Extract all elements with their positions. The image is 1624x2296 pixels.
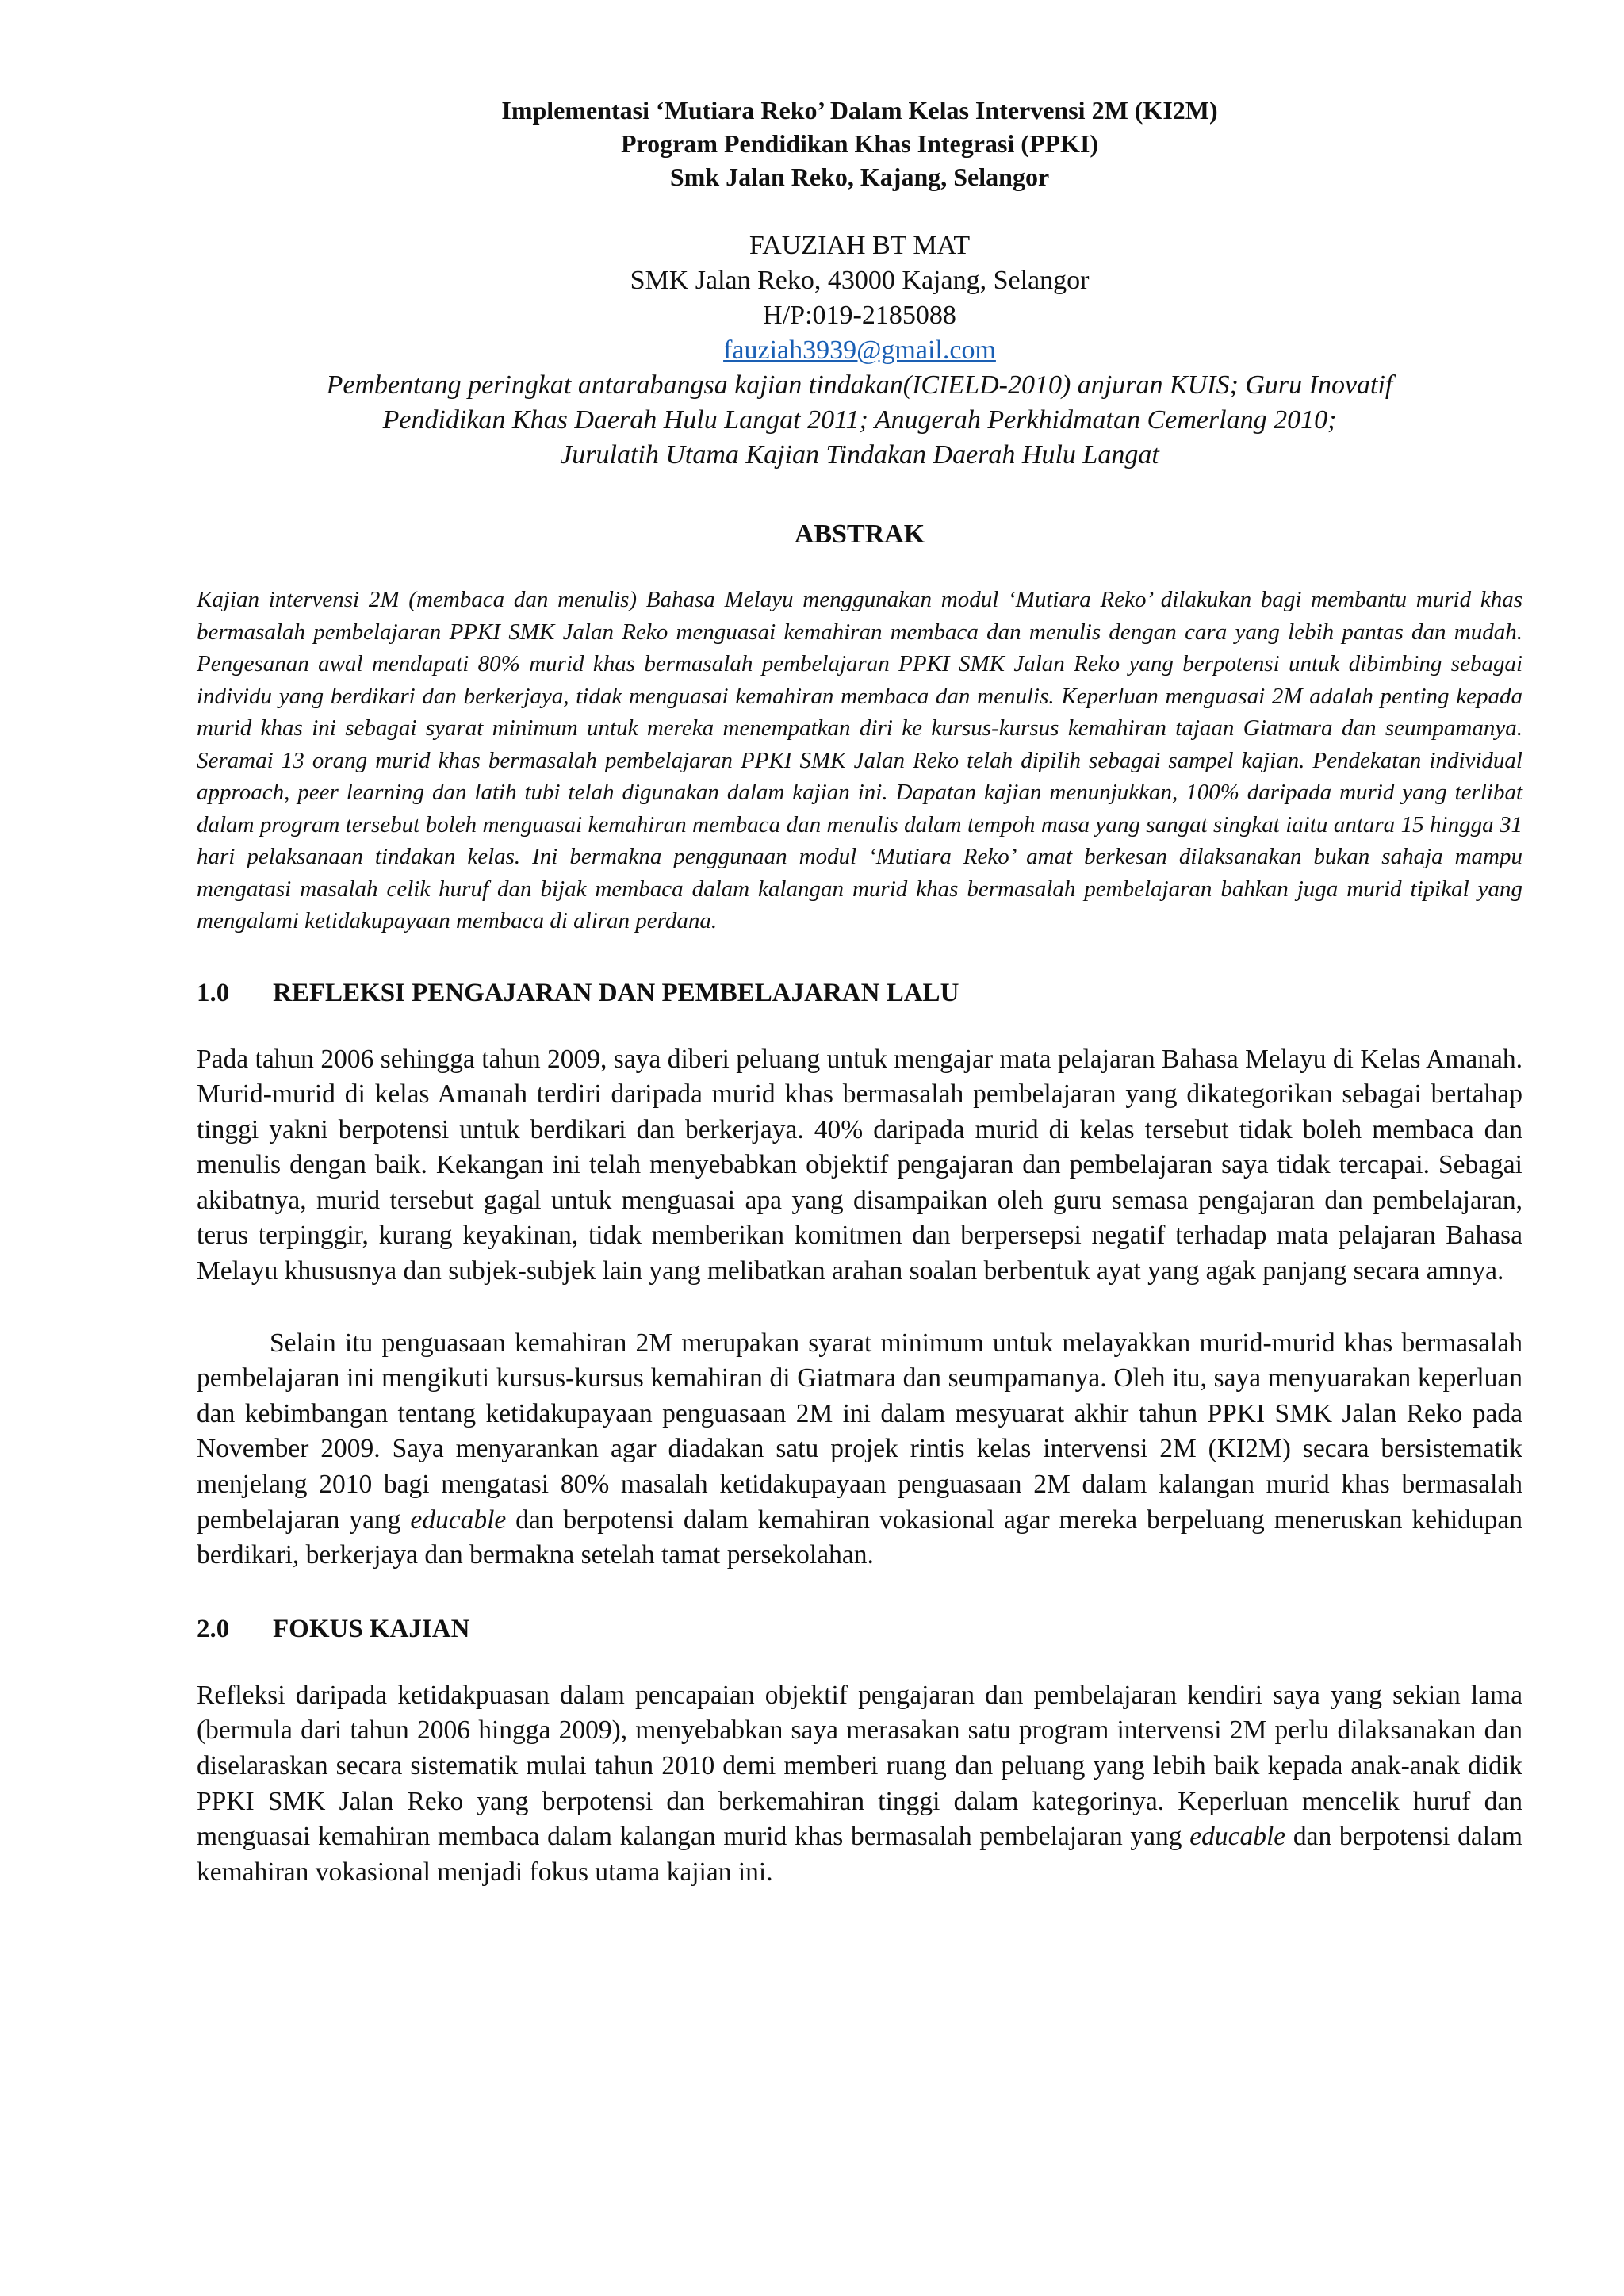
abstract-body: Kajian intervensi 2M (membaca dan menulis) Bahasa Melayu menggunakan modul ‘Mutiara Reko’ dilakukan bagi membantu murid khas bermasalah pembelajaran PPKI SMK Jalan Reko menguasai kemahiran membaca dan menulis dengan cara yang lebih pantas dan mudah. Pengesanan awal mendapati 80% murid khas bermasalah pembelajaran PPKI SMK Jalan Reko yang berpotensi untuk dibimbing sebagai individu yang berdikari dan berkerjaya, tidak menguasai kemahiran membaca dan menulis. Keperluan menguasai 2M adalah penting kepada murid khas ini sebagai syarat minimum untuk mereka menempatkan diri ke kursus-kursus kemahiran tajaan Giatmara dan seumpamanya. Seramai 13 orang murid khas bermasalah pembelajaran PPKI SMK Jalan Reko telah dipilih sebagai sampel kajian. Pendekatan individual approach, peer learning dan latih tubi telah digunakan dalam kajian ini. Dapatan kajian menunjukkan, 100% daripada murid yang terlibat dalam program tersebut boleh menguasai kemahiran membaca dan menulis dalam tempoh masa yang sangat singkat iaitu antara 15 hingga 31 hari pelaksanaan tindakan kelas. Ini bermakna penggunaan modul ‘Mutiara Reko’ amat berkesan dilaksanakan bukan sahaja mampu mengatasi masalah celik huruf dan bijak membaca dalam kalangan murid khas bermasalah pembelajaran bahkan juga murid tipikal yang mengalami ketidakupayaan membaca di aliran perdana. [197, 587, 1522, 933]
author-honors-line-2: Pendidikan Khas Daerah Hulu Langat 2011; Anugerah Perkhidmatan Cemerlang 2010; [382, 405, 1337, 435]
paper-title [197, 94, 1522, 194]
paragraph-text: dan berpotensi dalam kemahiran vokasional menjadi fokus utama kajian ini. [197, 1822, 1522, 1887]
author-honors-line-1: Pembentang peringkat antarabangsa kajian tindakan(ICIELD-2010) anjuran KUIS; Guru Inovatif [326, 370, 1393, 400]
section-1-paragraph-1: Pada tahun 2006 sehingga tahun 2009, saya diberi peluang untuk mengajar mata pelajaran Bahasa Melayu di Kelas Amanah. Murid-murid di kelas Amanah terdiri daripada murid khas bermasalah pembelajaran yang dikategorikan sebagai bertahap tinggi yakni berpotensi untuk berdikari dan berkerjaya. 40% daripada murid di kelas tersebut tidak boleh membaca dan menulis dengan baik. Kekangan ini telah menyebabkan objektif pengajaran dan pembelajaran saya tidak tercapai. Sebagai akibatnya, murid tersebut gagal untuk menguasai apa yang disampaikan oleh guru semasa pengajaran dan pembelajaran, terus terpinggir, kurang keyakinan, tidak memberikan komitmen dan berpersepsi negatif terhadap mata pelajaran Bahasa Melayu khususnya dan subjek-subjek lain yang melibatkan arahan soalan berbentuk ayat yang agak panjang secara amnya. [197, 1044, 1522, 1286]
author-email-link[interactable]: fauziah3939@gmail.com [723, 335, 996, 365]
section-2-title: FOKUS KAJIAN [273, 1614, 470, 1643]
emphasis-text: educable [1189, 1822, 1286, 1852]
paragraph-text: dan berpotensi dalam kemahiran vokasional agar mereka berpeluang meneruskan kehidupan berdikari, berkerjaya dan bermakna setelah tamat persekolahan. [197, 1504, 1522, 1570]
paragraph-text: Refleksi daripada ketidakpuasan dalam pencapaian objektif pengajaran dan pembelajaran kendiri saya yang sekian lama (bermula dari tahun 2006 hingga 2009), menyebabkan saya merasakan satu program intervensi 2M perlu dilaksanakan dan diselaraskan secara sistematik mulai tahun 2010 demi memberi ruang dan peluang yang lebih baik kepada anak-anak didik PPKI SMK Jalan Reko yang berpotensi dan berkemahiran tinggi dalam kategorinya. Keperluan mencelik huruf dan menguasai kemahiran membaca dalam kalangan murid khas bermasalah pembelajaran yang [197, 1680, 1522, 1852]
paragraph-text: Selain itu penguasaan kemahiran 2M merupakan syarat minimum untuk melayakkan murid-murid khas bermasalah pembelajaran ini mengikuti kursus-kursus kemahiran di Giatmara dan seumpamanya. Oleh itu, saya menyuarakan keperluan dan kebimbangan tentang ketidakupayaan penguasaan 2M ini dalam mesyuarat akhir tahun PPKI SMK Jalan Reko pada November 2009. Saya menyarankan agar diadakan satu projek rintis kelas intervensi 2M (KI2M) secara bersistematik menjelang 2010 bagi mengatasi 80% masalah ketidakupayaan penguasaan 2M dalam kalangan murid khas bermasalah pembelajaran yang [197, 1328, 1522, 1535]
title-line-1: Implementasi ‘Mutiara Reko’ Dalam Kelas Intervensi 2M (KI2M) [501, 96, 1218, 125]
author-honors-line-3: Jurulatih Utama Kajian Tindakan Daerah Hulu Langat [560, 440, 1159, 470]
author-name: FAUZIAH BT MAT [749, 231, 971, 260]
section-1-paragraph-2 [197, 1326, 1522, 1573]
section-2-paragraph-1 [197, 1678, 1522, 1891]
author-address: SMK Jalan Reko, 43000 Kajang, Selangor [630, 266, 1090, 295]
title-line-2: Program Pendidikan Khas Integrasi (PPKI) [620, 129, 1099, 158]
title-line-3: Smk Jalan Reko, Kajang, Selangor [669, 163, 1050, 191]
section-1-heading [197, 976, 1522, 1010]
abstract-heading: ABSTRAK [794, 519, 925, 549]
section-2-number: 2.0 [197, 1614, 230, 1643]
section-2-heading [197, 1612, 1522, 1646]
author-block [197, 228, 1522, 473]
document-page [197, 94, 1522, 1890]
emphasis-text: educable [410, 1504, 507, 1535]
author-phone: H/P:019-2185088 [763, 301, 956, 330]
section-1-title: REFLEKSI PENGAJARAN DAN PEMBELAJARAN LALU [273, 978, 959, 1007]
section-1-number: 1.0 [197, 978, 230, 1007]
